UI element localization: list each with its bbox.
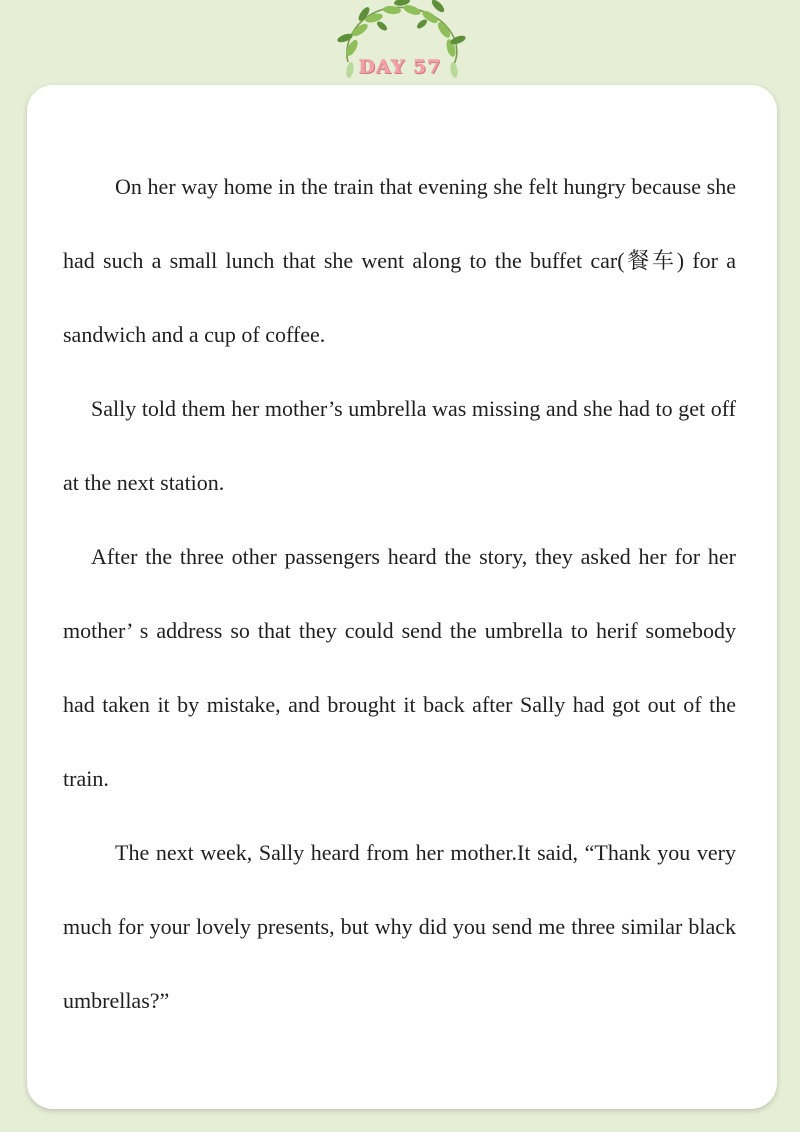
story-text [63,150,736,1038]
paragraph-2: Sally told them her mother’s umbrella was missing and she had to get off at the next station. [63,396,736,495]
paragraph-3: After the three other passengers heard the story, they asked her for her mother’ s address so that they could send the umbrella to herif somebody had taken it by mistake, and brought it back after Sally had got out of the train. [63,544,736,791]
paragraph-1: On her way home in the train that evening she felt hungry because she had such a small lunch that she went along to the buffet car(餐车) for a sandwich and a cup of coffee. [63,174,736,347]
day-label: DAY 57 [358,56,442,78]
paragraph-4: The next week, Sally heard from her mother.It said, “Thank you very much for your lovely presents, but why did you send me three similar black umbrellas?” [63,840,736,1013]
day-badge [330,0,470,88]
